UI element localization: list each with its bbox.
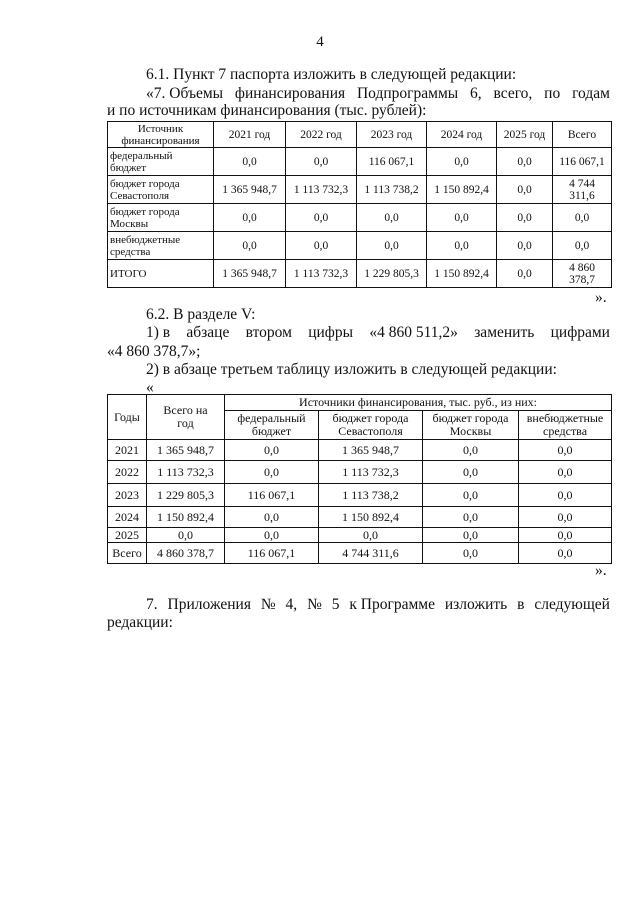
table-row xyxy=(108,232,612,260)
header-total-per-year: Всего на год xyxy=(147,395,225,440)
table-row xyxy=(108,461,612,484)
header-total: Всего xyxy=(553,122,612,148)
year-cell: 2021 xyxy=(108,440,147,461)
section-6-2-item2: 2) в абзаце третьем таблицу изложить в следующей редакции: xyxy=(146,361,557,378)
cell: 0,0 xyxy=(423,440,519,461)
row-label: бюджет города Севастополя xyxy=(108,176,214,204)
word: Приложения xyxy=(167,596,251,613)
word: 4, xyxy=(285,596,298,613)
cell: 0,0 xyxy=(519,484,612,507)
table-header-row xyxy=(108,122,612,148)
word: 1) в xyxy=(146,324,171,341)
word: 6, xyxy=(470,85,482,102)
cell: 0,0 xyxy=(225,461,319,484)
table-row-total xyxy=(108,260,612,288)
table-row-total xyxy=(108,543,612,564)
word: цифрами xyxy=(550,324,610,341)
cell: 0,0 xyxy=(423,528,519,543)
word: цифры xyxy=(308,324,354,341)
cell: 1 365 948,7 xyxy=(214,176,286,204)
cell: 0,0 xyxy=(497,260,553,288)
cell: 0,0 xyxy=(286,232,357,260)
page-number: 4 xyxy=(316,34,324,50)
cell: 0,0 xyxy=(423,543,519,564)
table-row xyxy=(108,440,612,461)
word: к Программе xyxy=(349,596,435,613)
header-2023: 2023 год xyxy=(357,122,427,148)
cell: 0,0 xyxy=(286,148,357,176)
cell: 116 067,1 xyxy=(225,543,319,564)
year-cell: 2023 xyxy=(108,484,147,507)
section-6-1-intro-line1 xyxy=(146,85,610,103)
word: заменить xyxy=(474,324,535,341)
cell: 4 860 378,7 xyxy=(553,260,612,288)
word: абзаце xyxy=(186,324,230,341)
cell: 0,0 xyxy=(214,204,286,232)
header-2025: 2025 год xyxy=(497,122,553,148)
cell: 0,0 xyxy=(497,176,553,204)
cell: 1 229 805,3 xyxy=(357,260,427,288)
cell: 0,0 xyxy=(225,507,319,528)
section-6-2-heading: 6.2. В разделе V: xyxy=(146,306,256,323)
cell: 0,0 xyxy=(553,232,612,260)
cell: 0,0 xyxy=(225,528,319,543)
cell: 0,0 xyxy=(214,232,286,260)
cell: 1 113 732,3 xyxy=(286,176,357,204)
row-label: внебюджетные средства xyxy=(108,232,214,260)
cell: 0,0 xyxy=(519,528,612,543)
section-7-line2: редакции: xyxy=(107,614,173,631)
financing-table-by-year xyxy=(107,394,612,564)
cell: 0,0 xyxy=(553,204,612,232)
cell: 1 150 892,4 xyxy=(147,507,225,528)
word: всего, xyxy=(493,85,533,102)
word: втором xyxy=(245,324,292,341)
header-source: Источник финансирования xyxy=(108,122,214,148)
year-cell: 2022 xyxy=(108,461,147,484)
cell: 1 150 892,4 xyxy=(427,260,497,288)
header-2024: 2024 год xyxy=(427,122,497,148)
cell: 4 860 378,7 xyxy=(147,543,225,564)
section-6-2-item1-line2: «4 860 378,7»; xyxy=(107,343,201,360)
header-2022: 2022 год xyxy=(286,122,357,148)
row-label: федеральный бюджет xyxy=(108,148,214,176)
table-row xyxy=(108,528,612,543)
cell: 0,0 xyxy=(427,232,497,260)
word: № xyxy=(307,596,322,613)
table-row xyxy=(108,148,612,176)
cell: 1 113 732,3 xyxy=(319,461,423,484)
cell: 0,0 xyxy=(357,232,427,260)
year-cell: 2025 xyxy=(108,528,147,543)
cell: 0,0 xyxy=(423,507,519,528)
cell: 0,0 xyxy=(225,440,319,461)
cell: 1 365 948,7 xyxy=(319,440,423,461)
header-sevastopol: бюджет города Севастополя xyxy=(319,411,423,440)
cell: 116 067,1 xyxy=(225,484,319,507)
word: 5 xyxy=(331,596,340,613)
closing-quote-1: ». xyxy=(595,289,607,306)
closing-quote-2: ». xyxy=(595,562,607,579)
word: изложить xyxy=(444,596,508,613)
section-6-2-item1-line1 xyxy=(146,324,610,342)
row-label: ИТОГО xyxy=(108,260,214,288)
cell: 0,0 xyxy=(214,148,286,176)
header-2021: 2021 год xyxy=(214,122,286,148)
cell: 1 365 948,7 xyxy=(214,260,286,288)
cell: 0,0 xyxy=(497,204,553,232)
header-extrabudgetary: внебюджетные средства xyxy=(519,411,612,440)
word: в xyxy=(517,596,525,613)
cell: 0,0 xyxy=(357,204,427,232)
word: № xyxy=(260,596,276,613)
cell: 0,0 xyxy=(427,148,497,176)
table-header-row xyxy=(108,395,612,411)
cell: 1 365 948,7 xyxy=(147,440,225,461)
section-7-line1 xyxy=(146,596,610,614)
word: финансирования xyxy=(234,85,346,102)
cell: 0,0 xyxy=(147,528,225,543)
cell: 0,0 xyxy=(286,204,357,232)
header-federal: федеральный бюджет xyxy=(225,411,319,440)
word: по xyxy=(544,85,561,102)
year-cell: Всего xyxy=(108,543,147,564)
cell: 1 113 738,2 xyxy=(357,176,427,204)
word: «4 860 511,2» xyxy=(369,324,458,341)
section-6-1-intro-line2: и по источникам финансирования (тыс. рублей): xyxy=(107,102,427,119)
table-row xyxy=(108,507,612,528)
row-label: бюджет города Москвы xyxy=(108,204,214,232)
header-sources-group: Источники финансирования, тыс. руб., из них: xyxy=(225,395,612,411)
word: следующей xyxy=(534,596,610,613)
cell: 0,0 xyxy=(497,232,553,260)
cell: 1 113 738,2 xyxy=(319,484,423,507)
cell: 1 150 892,4 xyxy=(427,176,497,204)
cell: 4 744 311,6 xyxy=(319,543,423,564)
header-years: Годы xyxy=(108,395,147,440)
table-row xyxy=(108,484,612,507)
cell: 1 113 732,3 xyxy=(147,461,225,484)
word: годам xyxy=(572,85,610,102)
header-moscow: бюджет города Москвы xyxy=(423,411,519,440)
cell: 0,0 xyxy=(427,204,497,232)
cell: 0,0 xyxy=(519,507,612,528)
cell: 0,0 xyxy=(519,543,612,564)
cell: 0,0 xyxy=(519,461,612,484)
cell: 0,0 xyxy=(423,484,519,507)
cell: 0,0 xyxy=(423,461,519,484)
cell: 116 067,1 xyxy=(357,148,427,176)
open-quote: « xyxy=(146,379,154,396)
word: «7. Объемы xyxy=(146,85,224,102)
cell: 1 113 732,3 xyxy=(286,260,357,288)
cell: 1 229 805,3 xyxy=(147,484,225,507)
word: 7. xyxy=(146,596,158,613)
table-row xyxy=(108,176,612,204)
cell: 1 150 892,4 xyxy=(319,507,423,528)
word: Подпрограммы xyxy=(356,85,459,102)
financing-table-by-source xyxy=(107,121,612,288)
cell: 0,0 xyxy=(319,528,423,543)
cell: 4 744 311,6 xyxy=(553,176,612,204)
cell: 0,0 xyxy=(519,440,612,461)
section-6-1-heading: 6.1. Пункт 7 паспорта изложить в следующей редакции: xyxy=(146,66,517,83)
year-cell: 2024 xyxy=(108,507,147,528)
cell: 0,0 xyxy=(497,148,553,176)
cell: 116 067,1 xyxy=(553,148,612,176)
table-row xyxy=(108,204,612,232)
